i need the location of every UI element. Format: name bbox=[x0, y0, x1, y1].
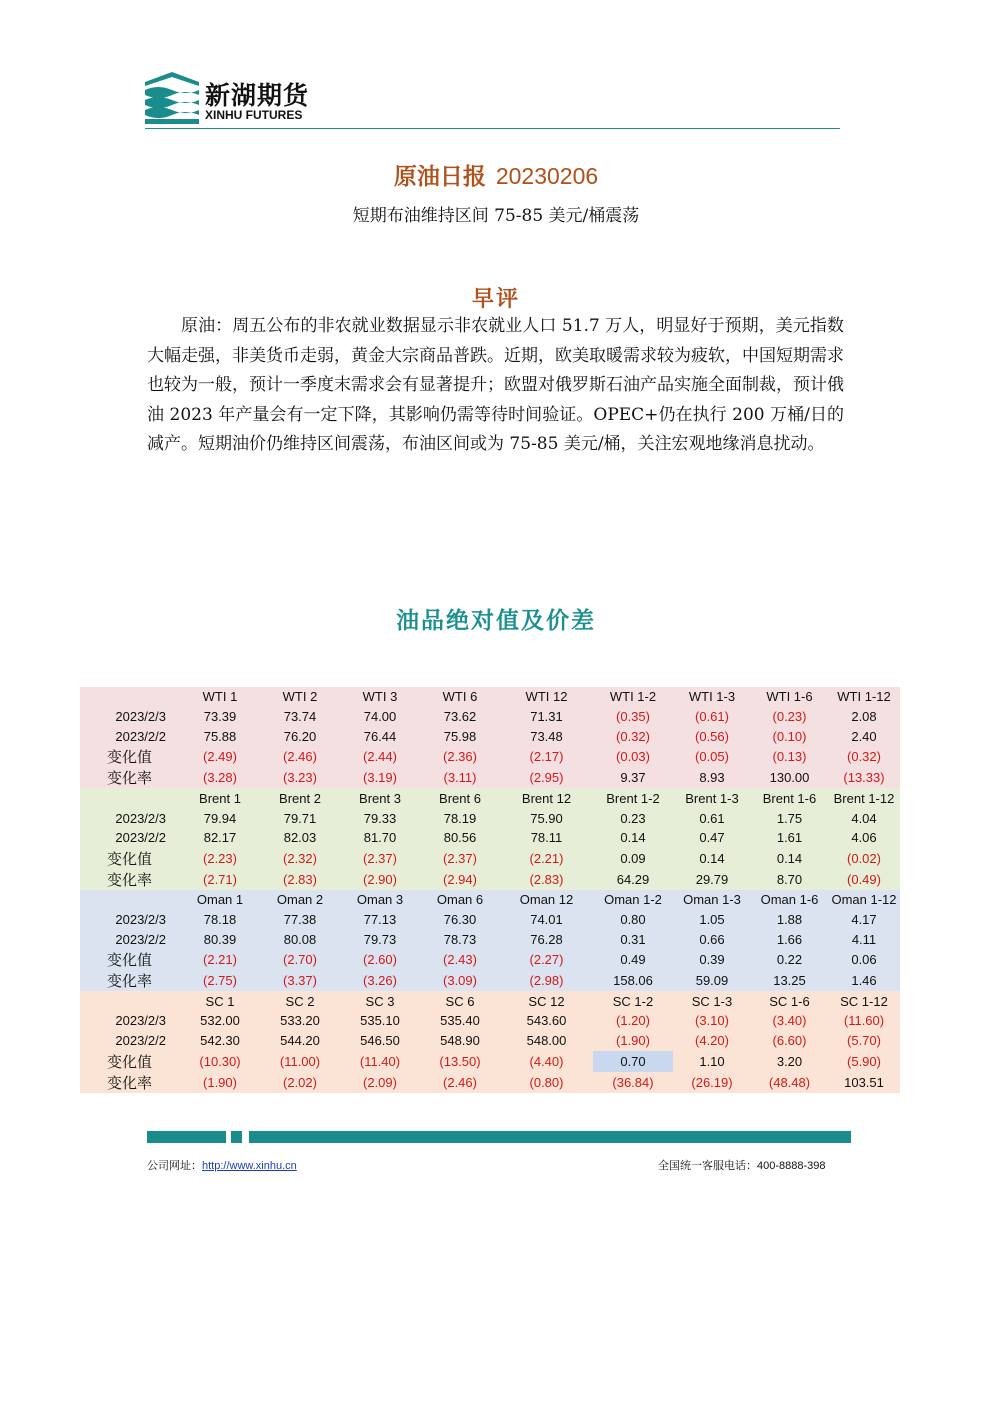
table-row bbox=[80, 767, 900, 788]
column-header: SC 1-3 bbox=[673, 991, 751, 1011]
table-cell: (1.90) bbox=[180, 1072, 260, 1093]
header-blank-cell bbox=[80, 788, 180, 808]
column-header: SC 3 bbox=[340, 991, 420, 1011]
table-cell: 130.00 bbox=[751, 767, 828, 788]
table-cell: 1.66 bbox=[751, 929, 828, 949]
report-title bbox=[0, 158, 992, 191]
table-cell: (11.60) bbox=[828, 1011, 900, 1031]
column-header: WTI 1-6 bbox=[751, 687, 828, 707]
table-cell: (0.61) bbox=[673, 707, 751, 727]
table-cell: (0.35) bbox=[593, 707, 673, 727]
column-header: WTI 3 bbox=[340, 687, 420, 707]
column-header: Oman 3 bbox=[340, 890, 420, 910]
table-cell: (11.00) bbox=[260, 1051, 340, 1072]
column-header: SC 2 bbox=[260, 991, 340, 1011]
morning-comment-heading: 早评 bbox=[471, 286, 520, 312]
table-cell: (2.83) bbox=[500, 869, 593, 890]
row-label: 2023/2/2 bbox=[80, 1031, 180, 1051]
column-header: Oman 1-2 bbox=[593, 890, 673, 910]
table-cell: 542.30 bbox=[180, 1031, 260, 1051]
table-cell: (0.32) bbox=[593, 727, 673, 747]
column-header: WTI 1-12 bbox=[828, 687, 900, 707]
table-cell: (2.98) bbox=[500, 970, 593, 991]
header-divider bbox=[145, 128, 840, 129]
table-cell: (2.75) bbox=[180, 970, 260, 991]
row-label: 变化值 bbox=[80, 1051, 180, 1072]
table-header-row bbox=[80, 687, 900, 707]
table-cell: (0.23) bbox=[751, 707, 828, 727]
column-header: Oman 2 bbox=[260, 890, 340, 910]
row-label: 2023/2/3 bbox=[80, 1011, 180, 1031]
column-header: SC 12 bbox=[500, 991, 593, 1011]
table-cell: 1.75 bbox=[751, 808, 828, 828]
table-cell: 0.70 bbox=[593, 1051, 673, 1072]
table-cell: (2.27) bbox=[500, 949, 593, 970]
table-cell: (2.37) bbox=[420, 848, 500, 869]
row-label: 2023/2/2 bbox=[80, 929, 180, 949]
brand-name-en: XINHU FUTURES bbox=[205, 108, 303, 122]
table-cell: 9.37 bbox=[593, 767, 673, 788]
column-header: SC 1-2 bbox=[593, 991, 673, 1011]
table-cell: 533.20 bbox=[260, 1011, 340, 1031]
table-cell: 64.29 bbox=[593, 869, 673, 890]
table-cell: 0.31 bbox=[593, 929, 673, 949]
table-cell: 71.31 bbox=[500, 707, 593, 727]
table-cell: 80.39 bbox=[180, 929, 260, 949]
morning-comment-text: 原油：周五公布的非农就业数据显示非农就业人口 51.7 万人，明显好于预期，美元指数大幅走强，非美货币走弱，黄金大宗商品普跌。近期，欧美取暖需求较为疲软，中国短期需求也较为一般，预计一季度末需求会有显著提升；欧盟对俄罗斯石油产品实施全面制裁，预计俄油 2023 年产量会有一定下降，其影响仍需等待时间验证。OPEC+仍在执行 200 万桶/日的减产。短期油价仍维持区间震荡，布油区间或为 75-85 美元/桶，关注宏观地缘消息扰动。 bbox=[147, 316, 844, 454]
table-cell: 81.70 bbox=[340, 828, 420, 848]
column-header: Oman 12 bbox=[500, 890, 593, 910]
table-cell: 78.19 bbox=[420, 808, 500, 828]
table-cell: 0.23 bbox=[593, 808, 673, 828]
table-cell: 80.56 bbox=[420, 828, 500, 848]
table-cell: 2.40 bbox=[828, 727, 900, 747]
table-cell: 75.88 bbox=[180, 727, 260, 747]
table-cell: (2.49) bbox=[180, 746, 260, 767]
table-cell: (2.90) bbox=[340, 869, 420, 890]
table-row bbox=[80, 1031, 900, 1051]
table-cell: 535.10 bbox=[340, 1011, 420, 1031]
table-cell: 1.46 bbox=[828, 970, 900, 991]
column-header: WTI 1-3 bbox=[673, 687, 751, 707]
table-cell: 1.10 bbox=[673, 1051, 751, 1072]
row-label: 2023/2/2 bbox=[80, 727, 180, 747]
table-heading: 油品绝对值及价差 bbox=[396, 607, 596, 634]
column-header: WTI 1-2 bbox=[593, 687, 673, 707]
table-cell: 79.94 bbox=[180, 808, 260, 828]
table-cell: 532.00 bbox=[180, 1011, 260, 1031]
table-cell: 0.80 bbox=[593, 910, 673, 930]
table-cell: 1.61 bbox=[751, 828, 828, 848]
table-cell: 75.98 bbox=[420, 727, 500, 747]
header-blank-cell bbox=[80, 991, 180, 1011]
table-cell: (2.09) bbox=[340, 1072, 420, 1093]
column-header: Brent 12 bbox=[500, 788, 593, 808]
table-cell: (3.19) bbox=[340, 767, 420, 788]
table-cell: 0.14 bbox=[751, 848, 828, 869]
table-cell: (36.84) bbox=[593, 1072, 673, 1093]
column-header: Brent 1-3 bbox=[673, 788, 751, 808]
table-cell: 73.74 bbox=[260, 707, 340, 727]
table-cell: (3.26) bbox=[340, 970, 420, 991]
footer-website bbox=[147, 1157, 297, 1173]
report-subtitle: 短期布油维持区间 75-85 美元/桶震荡 bbox=[352, 206, 640, 226]
footer-bar bbox=[147, 1131, 226, 1143]
row-label: 变化值 bbox=[80, 848, 180, 869]
table-cell: 29.79 bbox=[673, 869, 751, 890]
table-cell: (2.60) bbox=[340, 949, 420, 970]
table-cell: 59.09 bbox=[673, 970, 751, 991]
table-row bbox=[80, 869, 900, 890]
table-cell: (0.56) bbox=[673, 727, 751, 747]
row-label: 变化率 bbox=[80, 970, 180, 991]
table-header-row bbox=[80, 991, 900, 1011]
table-cell: 76.20 bbox=[260, 727, 340, 747]
table-cell: 82.03 bbox=[260, 828, 340, 848]
table-cell: (2.02) bbox=[260, 1072, 340, 1093]
table-cell: 79.73 bbox=[340, 929, 420, 949]
table-cell: 543.60 bbox=[500, 1011, 593, 1031]
table-cell: 79.71 bbox=[260, 808, 340, 828]
table-cell: (13.33) bbox=[828, 767, 900, 788]
table-row bbox=[80, 910, 900, 930]
column-header: Brent 1 bbox=[180, 788, 260, 808]
table-cell: 8.93 bbox=[673, 767, 751, 788]
table-row bbox=[80, 929, 900, 949]
table-cell: (0.32) bbox=[828, 746, 900, 767]
table-cell: 0.14 bbox=[673, 848, 751, 869]
table-cell: (3.37) bbox=[260, 970, 340, 991]
table-cell: (48.48) bbox=[751, 1072, 828, 1093]
table-cell: (2.43) bbox=[420, 949, 500, 970]
table-cell: (4.20) bbox=[673, 1031, 751, 1051]
table-cell: (0.02) bbox=[828, 848, 900, 869]
table-cell: 78.18 bbox=[180, 910, 260, 930]
row-label: 变化率 bbox=[80, 1072, 180, 1093]
table-cell: 77.38 bbox=[260, 910, 340, 930]
table-cell: (5.90) bbox=[828, 1051, 900, 1072]
table-row bbox=[80, 970, 900, 991]
table-cell: (3.11) bbox=[420, 767, 500, 788]
table-cell: 544.20 bbox=[260, 1031, 340, 1051]
table-row bbox=[80, 1011, 900, 1031]
table-cell: (13.50) bbox=[420, 1051, 500, 1072]
table-cell: 82.17 bbox=[180, 828, 260, 848]
table-cell: 103.51 bbox=[828, 1072, 900, 1093]
table-cell: 76.44 bbox=[340, 727, 420, 747]
table-row bbox=[80, 727, 900, 747]
table-cell: 0.49 bbox=[593, 949, 673, 970]
row-label: 2023/2/2 bbox=[80, 828, 180, 848]
row-label: 变化率 bbox=[80, 767, 180, 788]
column-header: SC 1 bbox=[180, 991, 260, 1011]
table-cell: (1.20) bbox=[593, 1011, 673, 1031]
column-header: Brent 1-12 bbox=[828, 788, 900, 808]
table-cell: 73.48 bbox=[500, 727, 593, 747]
column-header: Brent 6 bbox=[420, 788, 500, 808]
row-label: 2023/2/3 bbox=[80, 707, 180, 727]
website-link[interactable]: http://www.xinhu.cn bbox=[202, 1160, 297, 1172]
table-cell: (3.40) bbox=[751, 1011, 828, 1031]
table-cell: 76.28 bbox=[500, 929, 593, 949]
column-header: WTI 6 bbox=[420, 687, 500, 707]
table-cell: 0.61 bbox=[673, 808, 751, 828]
header-blank-cell bbox=[80, 687, 180, 707]
table-cell: 74.00 bbox=[340, 707, 420, 727]
table-cell: 73.39 bbox=[180, 707, 260, 727]
table-cell: 4.11 bbox=[828, 929, 900, 949]
row-label: 变化率 bbox=[80, 869, 180, 890]
table-cell: (5.70) bbox=[828, 1031, 900, 1051]
table-cell: (0.05) bbox=[673, 746, 751, 767]
table-cell: (4.40) bbox=[500, 1051, 593, 1072]
column-header: Oman 1-6 bbox=[751, 890, 828, 910]
row-label: 2023/2/3 bbox=[80, 910, 180, 930]
table-cell: (11.40) bbox=[340, 1051, 420, 1072]
table-cell: 4.17 bbox=[828, 910, 900, 930]
table-row bbox=[80, 707, 900, 727]
table-cell: (2.23) bbox=[180, 848, 260, 869]
table-cell: 78.11 bbox=[500, 828, 593, 848]
table-cell: (2.95) bbox=[500, 767, 593, 788]
column-header: Oman 6 bbox=[420, 890, 500, 910]
table-cell: 0.22 bbox=[751, 949, 828, 970]
table-cell: (3.09) bbox=[420, 970, 500, 991]
column-header: WTI 2 bbox=[260, 687, 340, 707]
table-cell: 74.01 bbox=[500, 910, 593, 930]
table-cell: 158.06 bbox=[593, 970, 673, 991]
table-cell: 73.62 bbox=[420, 707, 500, 727]
table-cell: 0.09 bbox=[593, 848, 673, 869]
report-title-text: 原油日报 bbox=[393, 163, 486, 190]
table-cell: (6.60) bbox=[751, 1031, 828, 1051]
table-row bbox=[80, 848, 900, 869]
table-row bbox=[80, 808, 900, 828]
table-cell: 77.13 bbox=[340, 910, 420, 930]
column-header: WTI 1 bbox=[180, 687, 260, 707]
column-header: SC 1-6 bbox=[751, 991, 828, 1011]
table-cell: 76.30 bbox=[420, 910, 500, 930]
row-label: 变化值 bbox=[80, 746, 180, 767]
table-cell: 548.00 bbox=[500, 1031, 593, 1051]
table-cell: 535.40 bbox=[420, 1011, 500, 1031]
table-cell: (2.21) bbox=[500, 848, 593, 869]
table-cell: 80.08 bbox=[260, 929, 340, 949]
table-header-row bbox=[80, 890, 900, 910]
table-cell: 0.06 bbox=[828, 949, 900, 970]
footer-bar bbox=[231, 1131, 242, 1143]
column-header: Oman 1-12 bbox=[828, 890, 900, 910]
hotline-label: 全国统一客服电话： bbox=[658, 1159, 757, 1172]
table-cell: (2.32) bbox=[260, 848, 340, 869]
table-cell: (2.46) bbox=[260, 746, 340, 767]
table-cell: 1.88 bbox=[751, 910, 828, 930]
table-cell: 0.14 bbox=[593, 828, 673, 848]
table-cell: (0.13) bbox=[751, 746, 828, 767]
table-cell: (2.46) bbox=[420, 1072, 500, 1093]
table-cell: (2.44) bbox=[340, 746, 420, 767]
header-blank-cell bbox=[80, 890, 180, 910]
table-cell: (26.19) bbox=[673, 1072, 751, 1093]
table-cell: (2.83) bbox=[260, 869, 340, 890]
report-date: 20230206 bbox=[495, 163, 599, 189]
table-cell: 8.70 bbox=[751, 869, 828, 890]
table-cell: (2.21) bbox=[180, 949, 260, 970]
table-row bbox=[80, 828, 900, 848]
table-cell: (0.10) bbox=[751, 727, 828, 747]
brand-name-cn: 新湖期货 bbox=[205, 81, 310, 110]
column-header: Brent 3 bbox=[340, 788, 420, 808]
footer-hotline bbox=[658, 1157, 826, 1173]
table-cell: 13.25 bbox=[751, 970, 828, 991]
table-row bbox=[80, 1051, 900, 1072]
table-cell: 78.73 bbox=[420, 929, 500, 949]
column-header: SC 1-12 bbox=[828, 991, 900, 1011]
website-label: 公司网址： bbox=[147, 1159, 202, 1172]
wave-logo-icon bbox=[145, 72, 199, 124]
row-label: 2023/2/3 bbox=[80, 808, 180, 828]
table-cell: 2.08 bbox=[828, 707, 900, 727]
footer-bar bbox=[249, 1131, 851, 1143]
table-cell: 79.33 bbox=[340, 808, 420, 828]
company-logo bbox=[145, 72, 335, 124]
column-header: Brent 2 bbox=[260, 788, 340, 808]
table-cell: (2.36) bbox=[420, 746, 500, 767]
row-label: 变化值 bbox=[80, 949, 180, 970]
table-cell: 4.06 bbox=[828, 828, 900, 848]
column-header: Brent 1-2 bbox=[593, 788, 673, 808]
table-cell: 1.05 bbox=[673, 910, 751, 930]
table-cell: (2.94) bbox=[420, 869, 500, 890]
table-cell: (2.17) bbox=[500, 746, 593, 767]
table-cell: (0.80) bbox=[500, 1072, 593, 1093]
table-header-row bbox=[80, 788, 900, 808]
table-cell: 3.20 bbox=[751, 1051, 828, 1072]
table-cell: (2.37) bbox=[340, 848, 420, 869]
column-header: Oman 1 bbox=[180, 890, 260, 910]
table-row bbox=[80, 949, 900, 970]
table-row bbox=[80, 746, 900, 767]
table-cell: (10.30) bbox=[180, 1051, 260, 1072]
table-cell: 4.04 bbox=[828, 808, 900, 828]
table-cell: (0.03) bbox=[593, 746, 673, 767]
table-cell: 546.50 bbox=[340, 1031, 420, 1051]
table-cell: (3.28) bbox=[180, 767, 260, 788]
column-header: Brent 1-6 bbox=[751, 788, 828, 808]
table-cell: (2.70) bbox=[260, 949, 340, 970]
table-cell: 0.39 bbox=[673, 949, 751, 970]
table-cell: (3.23) bbox=[260, 767, 340, 788]
oil-price-table bbox=[80, 687, 900, 1093]
table-cell: (3.10) bbox=[673, 1011, 751, 1031]
table-cell: (0.49) bbox=[828, 869, 900, 890]
hotline-number: 400-8888-398 bbox=[757, 1160, 826, 1172]
table-cell: 0.66 bbox=[673, 929, 751, 949]
column-header: SC 6 bbox=[420, 991, 500, 1011]
column-header: Oman 1-3 bbox=[673, 890, 751, 910]
table-cell: (2.71) bbox=[180, 869, 260, 890]
table-cell: 548.90 bbox=[420, 1031, 500, 1051]
table-cell: (1.90) bbox=[593, 1031, 673, 1051]
table-cell: 0.47 bbox=[673, 828, 751, 848]
column-header: WTI 12 bbox=[500, 687, 593, 707]
table-row bbox=[80, 1072, 900, 1093]
table-cell: 75.90 bbox=[500, 808, 593, 828]
